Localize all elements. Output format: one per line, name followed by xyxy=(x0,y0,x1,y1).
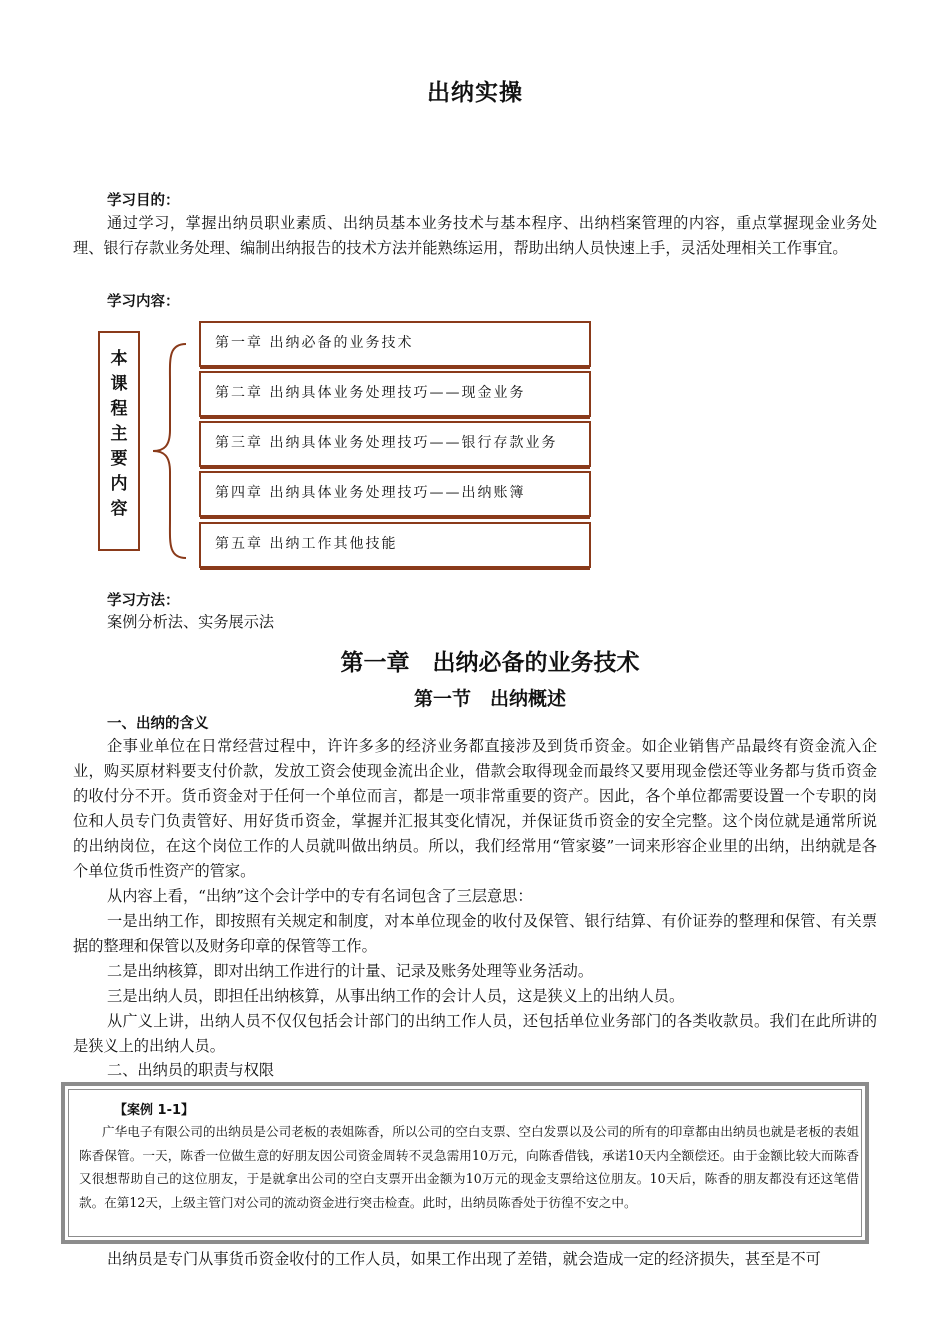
chapter-box-label: 第五章 出纳工作其他技能 xyxy=(215,536,398,552)
body-paragraph: 一是出纳工作，即按照有关规定和制度，对本单位现金的收付及保管、银行结算、有价证券的整理和保管、有关票据的整理和保管以及财务印章的保管等工作。 xyxy=(73,912,877,955)
chapter-box-3 xyxy=(199,421,591,467)
chapter-box-label: 第一章 出纳必备的业务技术 xyxy=(215,335,414,351)
section-heading: 第一节 出纳概述 xyxy=(413,688,566,710)
objectives-paragraph: 通过学习，掌握出纳员职业素质、出纳员基本业务技术与基本程序、出纳档案管理的内容，重点掌握现金业务处理、银行存款业务处理、编制出纳报告的技术方法并能熟练运用，帮助出纳人员快速上手，灵活处理相关工作事宜。 xyxy=(73,214,877,257)
body-paragraph: 二是出纳核算，即对出纳工作进行的计量、记录及账务处理等业务活动。 xyxy=(107,962,593,980)
chapter-box-4 xyxy=(199,471,591,517)
curly-brace-icon xyxy=(150,342,190,560)
case-title: 【案例 1-1】 xyxy=(114,1103,195,1118)
subsection-heading-2: 二、出纳员的职责与权限 xyxy=(107,1061,275,1079)
methods-text: 案例分析法、实务展示法 xyxy=(107,613,275,631)
subsection-heading: 一、出纳的含义 xyxy=(107,716,209,732)
body-paragraph: 三是出纳人员，即担任出纳核算，从事出纳工作的会计人员，这是狭义上的出纳人员。 xyxy=(107,987,685,1005)
course-label-char: 容 xyxy=(110,499,128,519)
body-paragraph: 从内容上看，“出纳”这个会计学中的专有名词包含了三层意思： xyxy=(107,887,533,905)
chapter-box-label: 第二章 出纳具体业务处理技巧——现金业务 xyxy=(215,385,526,401)
chapter-box-label: 第三章 出纳具体业务处理技巧——银行存款业务 xyxy=(215,435,558,451)
course-label-char: 内 xyxy=(110,474,128,494)
chapter-heading: 第一章 出纳必备的业务技术 xyxy=(340,650,640,676)
course-label-char: 课 xyxy=(110,374,128,394)
chapter-box-label: 第四章 出纳具体业务处理技巧——出纳账簿 xyxy=(215,485,526,501)
content-label: 学习内容： xyxy=(107,294,180,310)
body-paragraph: 出纳员是专门从事货币资金收付的工作人员，如果工作出现了差错，就会造成一定的经济损失，甚至是不可 xyxy=(107,1250,821,1268)
course-label-char: 要 xyxy=(110,449,128,469)
chapter-box-1 xyxy=(199,321,591,367)
body-paragraph: 企事业单位在日常经营过程中，许许多多的经济业务都直接涉及到货币资金。如企业销售产品最终有资金流入企业，购买原材料要支付价款，发放工资会使现金流出企业，借款会取得现金而最终又要用现金偿还等业务都与货币资金的收付分不开。货币资金对于任何一个单位而言，都是一项非常重要的资产。因此，各个单位都需要设置一个专职的岗位和人员专门负责管好、用好货币资金，掌握并汇报其变化情况，并保证货币资金的安全完整。这个岗位就是通常所说的出纳岗位，在这个岗位工作的人员就叫做出纳员。所以，我们经常用“管家婆”一词来形容企业里的出纳，出纳就是各个单位货币性资产的管家。 xyxy=(73,737,877,880)
case-box xyxy=(61,1082,869,1244)
chapter-box-5 xyxy=(199,522,591,568)
body-paragraph: 从广义上讲，出纳人员不仅仅包括会计部门的出纳工作人员，还包括单位业务部门的各类收款员。我们在此所讲的是狭义上的出纳人员。 xyxy=(73,1012,877,1055)
course-label-box xyxy=(98,331,140,551)
document-title: 出纳实操 xyxy=(427,80,523,106)
course-label-char: 本 xyxy=(110,349,128,369)
case-box-inner xyxy=(68,1089,862,1237)
course-label-char: 程 xyxy=(110,399,128,419)
course-label-char: 主 xyxy=(110,424,128,444)
chapter-box-2 xyxy=(199,371,591,417)
methods-label: 学习方法： xyxy=(107,593,180,609)
objectives-label: 学习目的： xyxy=(107,193,180,209)
case-text: 广华电子有限公司的出纳员是公司老板的表姐陈香，所以公司的空白支票、空白发票以及公司的所有的印章都由出纳员也就是老板的表姐陈香保管。一天，陈香一位做生意的好朋友因公司资金周转不灵急需用10万元，向陈香借钱，承诺10天内全额偿还。由于金额比较大而陈香又很想帮助自己的这位朋友，于是就拿出公司的空白支票开出金额为10万元的现金支票给这位朋友。10天后，陈香的朋友都没有还这笔借款。在第12天，上级主管门对公司的流动资金进行突击检查。此时，出纳员陈香处于彷徨不安之中。 xyxy=(79,1124,859,1210)
